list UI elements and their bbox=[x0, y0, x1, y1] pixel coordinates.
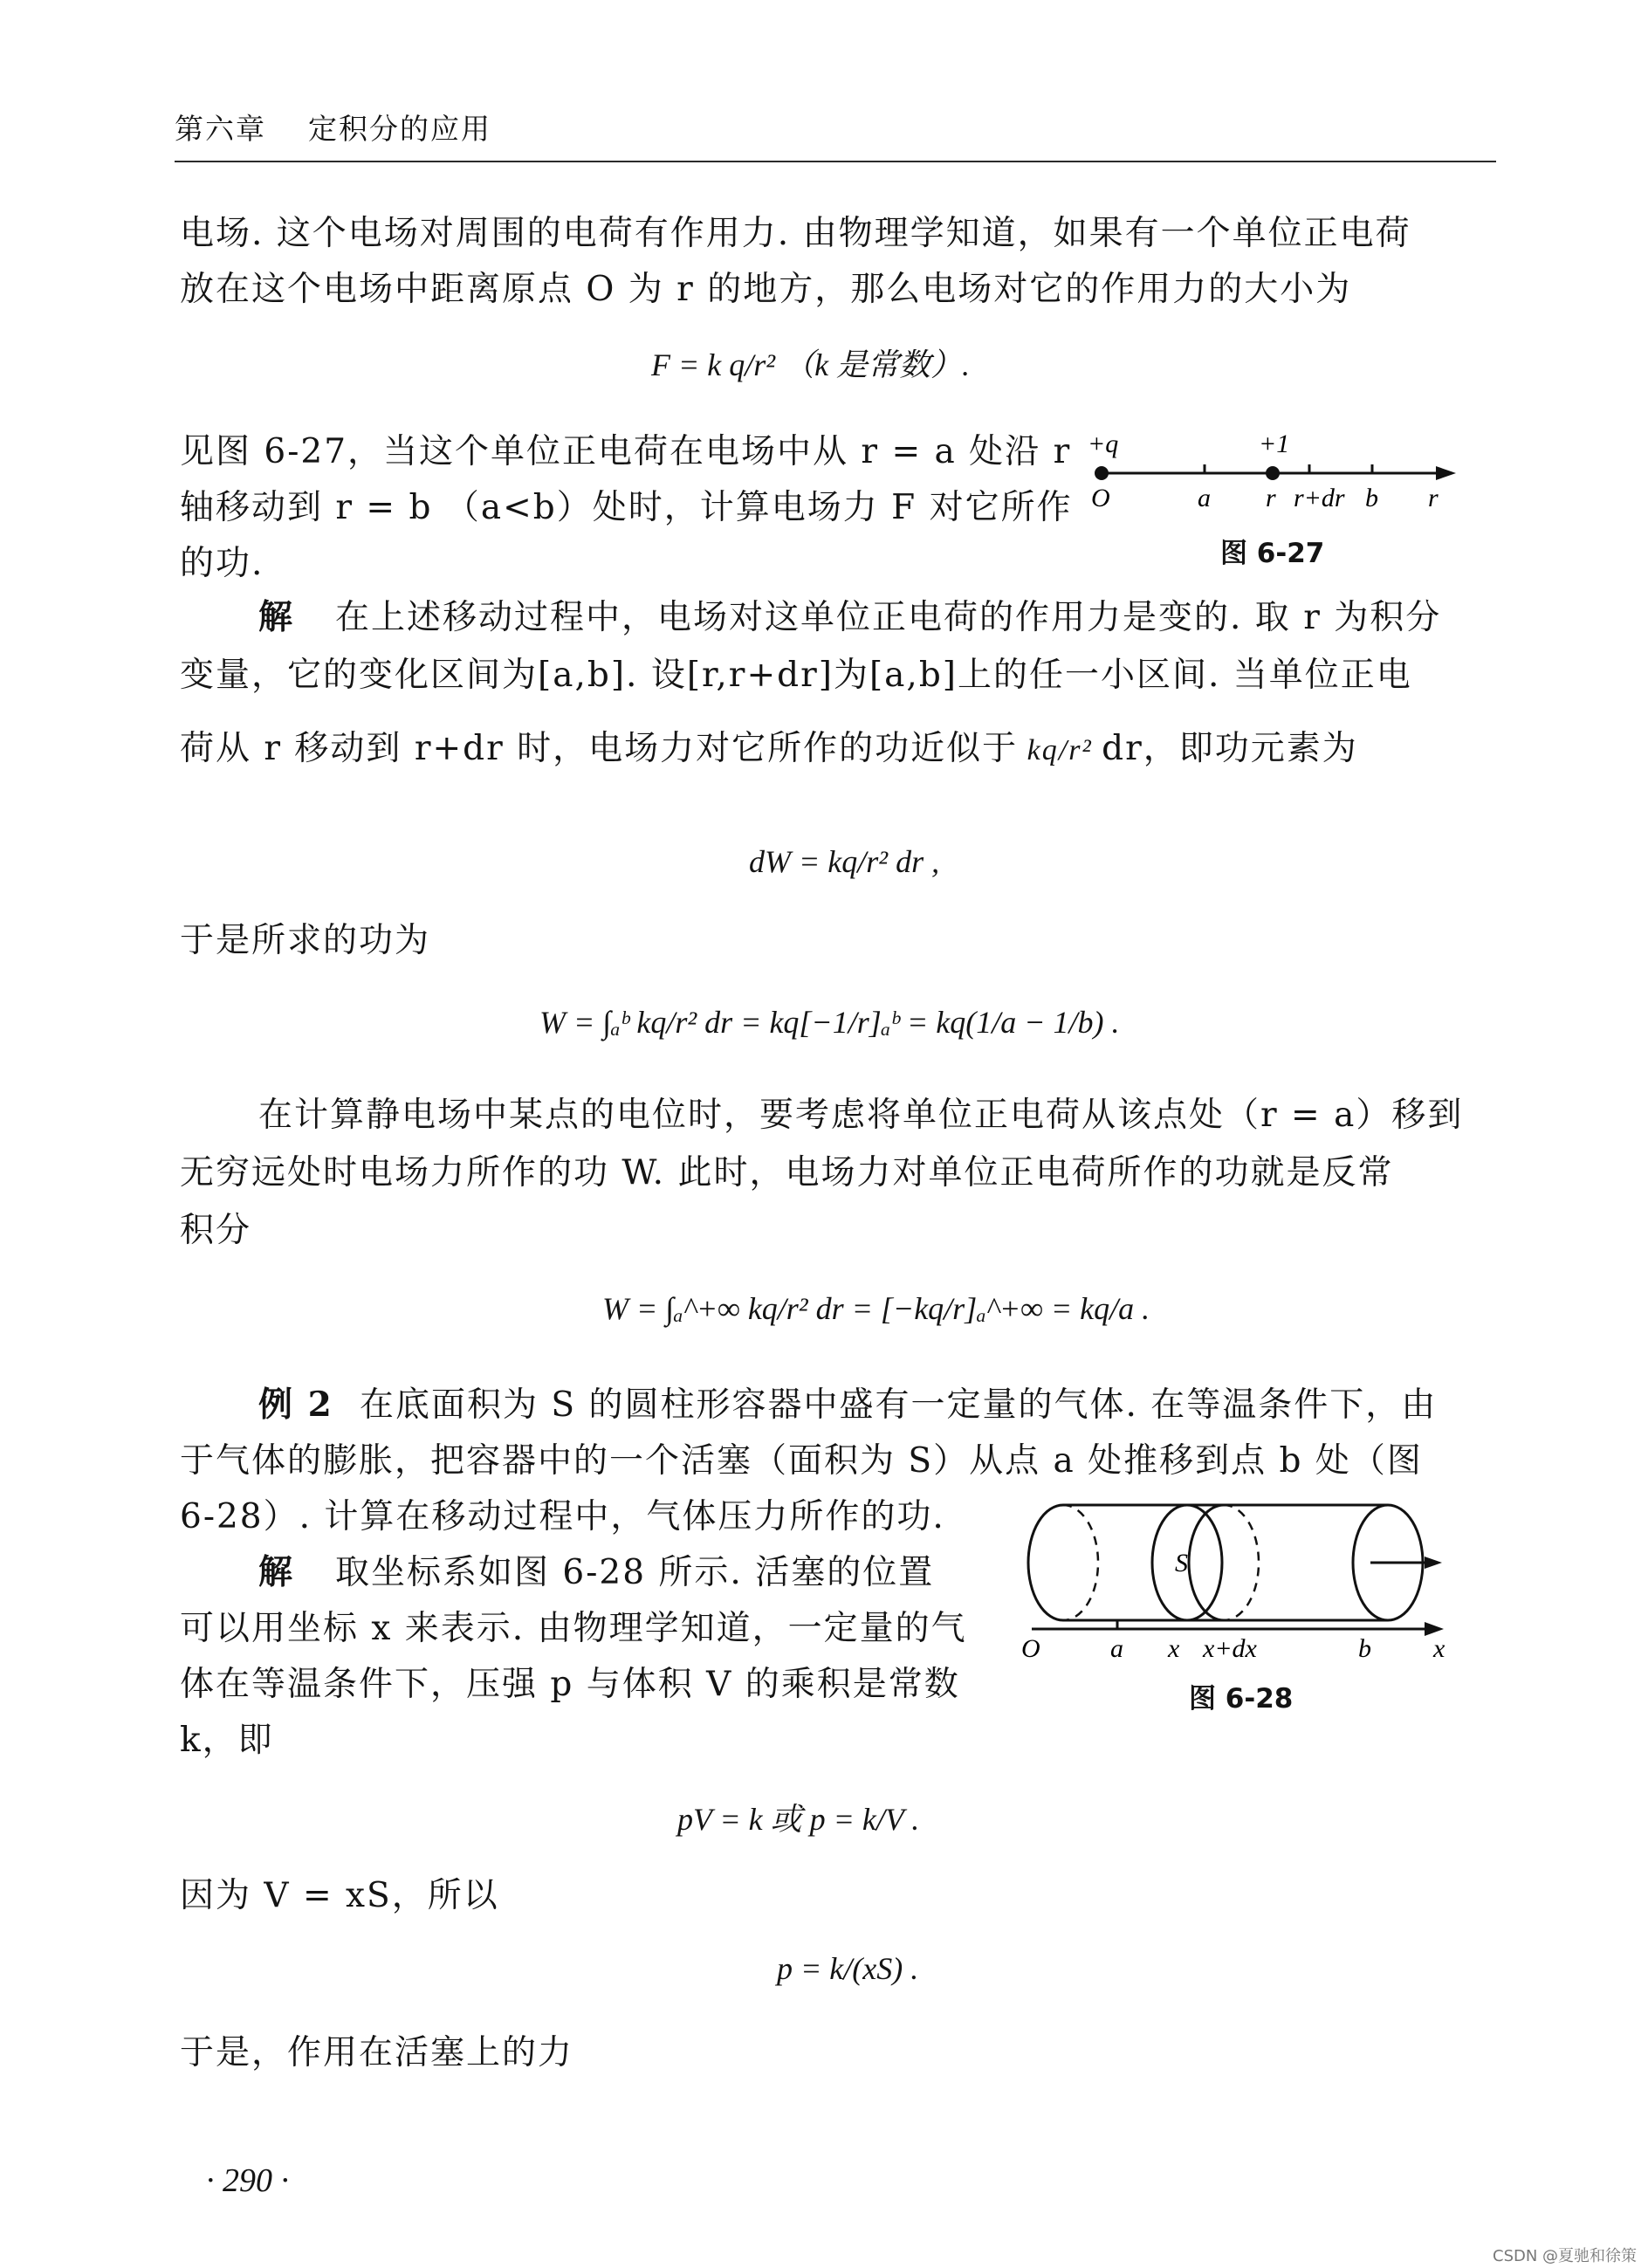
text-line: k，即 bbox=[180, 1721, 274, 1760]
solution-label bbox=[258, 1552, 295, 1592]
text-line: 因为 V = xS，所以 bbox=[180, 1876, 499, 1915]
formula-coulomb bbox=[651, 340, 970, 385]
text-line: 积分 bbox=[180, 1211, 252, 1250]
axis-label: x bbox=[1433, 1634, 1445, 1663]
formula-work-element: dW = kq/r² dr , bbox=[749, 844, 940, 879]
line-part: dr，即功元素为 bbox=[1102, 729, 1358, 768]
header-rule bbox=[175, 161, 1496, 162]
chapter-header bbox=[175, 107, 533, 148]
figure-6-28 bbox=[1021, 1484, 1458, 1667]
text-line: 的功. bbox=[180, 544, 264, 583]
text-line: 电场. 这个电场对周围的电荷有作用力. 由物理学知道，如果有一个单位正电荷 bbox=[180, 214, 1411, 253]
formula-boyle: pV = k 或 p = k/V . bbox=[677, 1802, 920, 1837]
jie-label: 解 bbox=[258, 597, 295, 637]
formula-pressure: p = k/(xS) . bbox=[777, 1951, 919, 1986]
text-line: 在底面积为 S 的圆柱形容器中盛有一定量的气体. 在等温条件下，由 bbox=[360, 1385, 1438, 1425]
jie-label: 解 bbox=[258, 1552, 295, 1592]
example-label bbox=[258, 1385, 333, 1425]
force-arrowhead bbox=[1425, 1557, 1442, 1569]
formula-work-integral: W = ∫ₐᵇ kq/r² dr = kq[−1/r]ₐᵇ = kq(1/a − 1/b) . bbox=[539, 1005, 1120, 1040]
text-line: 轴移动到 r = b （a<b）处时，计算电场力 F 对它所作 bbox=[180, 488, 1073, 527]
label-plus-q: +q bbox=[1088, 430, 1119, 458]
solution-label bbox=[258, 597, 295, 637]
formula-text: F = k q/r² （k 是常数）. bbox=[651, 347, 971, 382]
piston-x-dx bbox=[1189, 1505, 1224, 1620]
text-line: 无穷远处时电场力所作的功 W. 此时，电场力对单位正电荷所作的功就是反常 bbox=[180, 1153, 1394, 1192]
unit-charge-dot bbox=[1266, 466, 1280, 480]
text-line: 取坐标系如图 6-28 所示. 活塞的位置 bbox=[335, 1553, 935, 1592]
axis-label: a bbox=[1110, 1634, 1123, 1663]
axis-label: x+dx bbox=[1203, 1634, 1257, 1663]
chapter-title: 定积分的应用 bbox=[308, 112, 491, 146]
text-line: 于是所求的功为 bbox=[180, 921, 431, 960]
figure-caption: 图 6-28 bbox=[1189, 1683, 1294, 1715]
cylinder-end-hidden bbox=[1063, 1505, 1098, 1620]
axis-label: O bbox=[1021, 1634, 1040, 1663]
figure-6-27 bbox=[1082, 428, 1466, 515]
axis-label: r bbox=[1266, 484, 1276, 512]
axis-label: x bbox=[1168, 1634, 1180, 1663]
chapter-number: 第六章 bbox=[175, 112, 266, 146]
axis-label: r+dr bbox=[1294, 484, 1345, 512]
text-line: 体在等温条件下，压强 p 与体积 V 的乘积是常数 bbox=[180, 1665, 960, 1704]
axis-label: r bbox=[1428, 484, 1439, 512]
text-line: 可以用坐标 x 来表示. 由物理学知道，一定量的气 bbox=[180, 1609, 967, 1648]
cylinder-end bbox=[1028, 1505, 1063, 1620]
figure-caption: 图 6-27 bbox=[1220, 538, 1325, 569]
text-line: 见图 6-27，当这个单位正电荷在电场中从 r = a 处沿 r bbox=[180, 432, 1072, 471]
axis-label: a bbox=[1198, 484, 1211, 512]
text-line: 于气体的膨胀，把容器中的一个活塞（面积为 S）从点 a 处推移到点 b 处（图 bbox=[180, 1441, 1423, 1481]
formula-improper-integral: W = ∫ₐ^+∞ kq/r² dr = [−kq/r]ₐ^+∞ = kq/a . bbox=[602, 1291, 1150, 1326]
text-line: 于是，作用在活塞上的力 bbox=[180, 2033, 574, 2072]
page-number: · 290 · bbox=[206, 2162, 289, 2199]
text-line: 在上述移动过程中，电场对这单位正电荷的作用力是变的. 取 r 为积分 bbox=[335, 598, 1442, 637]
text-line: 放在这个电场中距离原点 O 为 r 的地方，那么电场对它的作用力的大小为 bbox=[180, 270, 1352, 309]
text-line bbox=[180, 729, 1358, 768]
piston-area-label: S bbox=[1175, 1549, 1188, 1577]
line-part: 荷从 r 移动到 r+dr 时，电场力对它所作的功近似于 bbox=[180, 729, 1019, 768]
watermark: CSDN @夏驰和徐策 bbox=[1493, 2247, 1638, 2265]
piston-x-dx-hidden bbox=[1224, 1505, 1259, 1620]
inline-fraction: kq/r² bbox=[1018, 734, 1102, 766]
label-plus-1: +1 bbox=[1259, 430, 1290, 458]
charge-dot bbox=[1095, 466, 1109, 480]
axis-label: O bbox=[1091, 484, 1110, 512]
axis-label: b bbox=[1358, 1634, 1371, 1663]
axis-label: b bbox=[1365, 484, 1378, 512]
ex2-label: 例 2 bbox=[258, 1385, 333, 1425]
text-line: 6-28）. 计算在移动过程中，气体压力所作的功. bbox=[180, 1497, 945, 1536]
axis-arrow bbox=[1436, 466, 1456, 480]
text-line: 变量，它的变化区间为[a,b]. 设[r,r+dr]为[a,b]上的任一小区间. 当单位正电 bbox=[180, 656, 1412, 695]
text-line: 在计算静电场中某点的电位时，要考虑将单位正电荷从该点处（r = a）移到 bbox=[258, 1096, 1464, 1135]
